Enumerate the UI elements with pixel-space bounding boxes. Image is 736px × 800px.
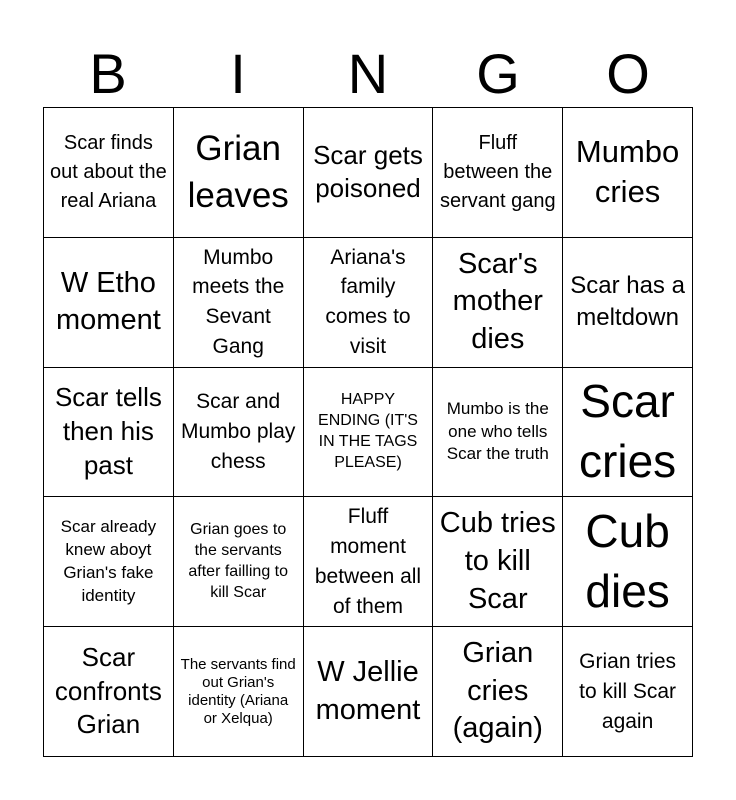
cell-text: Cub dies bbox=[585, 504, 670, 617]
header-letter-i: I bbox=[230, 42, 246, 105]
cell-text: Scar tells then his past bbox=[54, 382, 162, 480]
bingo-cell[interactable] bbox=[304, 368, 434, 498]
cell-text: W Jellie moment bbox=[315, 655, 421, 726]
cell-text: Scar and Mumbo play chess bbox=[181, 390, 296, 473]
header-letter-g: G bbox=[476, 42, 520, 105]
cell-text: Ariana's family comes to visit bbox=[325, 245, 411, 358]
bingo-cell[interactable] bbox=[563, 368, 693, 498]
cell-text: Grian goes to the servants after failling to kill Scar bbox=[188, 521, 288, 601]
bingo-cell[interactable] bbox=[563, 108, 693, 238]
bingo-cell[interactable] bbox=[44, 238, 174, 368]
bingo-cell[interactable] bbox=[304, 238, 434, 368]
bingo-board bbox=[43, 107, 693, 757]
bingo-cell[interactable] bbox=[304, 627, 434, 757]
cell-text: Scar finds out about the real Ariana bbox=[50, 131, 167, 212]
cell-text: Grian cries (again) bbox=[452, 637, 543, 745]
bingo-cell[interactable] bbox=[174, 627, 304, 757]
cell-text: W Etho moment bbox=[56, 266, 161, 337]
bingo-cell[interactable] bbox=[44, 627, 174, 757]
bingo-cell[interactable] bbox=[433, 497, 563, 627]
bingo-cell[interactable] bbox=[44, 368, 174, 498]
cell-text: Scar cries bbox=[579, 375, 677, 487]
bingo-cell[interactable] bbox=[174, 497, 304, 627]
bingo-cell[interactable] bbox=[174, 108, 304, 238]
cell-text: Scar already knew aboyt Grian's fake identity bbox=[60, 516, 157, 605]
cell-text: Grian leaves bbox=[187, 129, 289, 216]
header-letter-b: B bbox=[89, 42, 127, 105]
cell-text: Grian tries to kill Scar again bbox=[579, 649, 677, 733]
bingo-cell[interactable] bbox=[433, 627, 563, 757]
bingo-cell[interactable] bbox=[563, 627, 693, 757]
cell-text: Fluff moment between all of them bbox=[314, 505, 422, 618]
cell-text: Cub tries to kill Scar bbox=[439, 507, 556, 615]
cell-text: Scar's mother dies bbox=[452, 247, 543, 356]
bingo-cell[interactable] bbox=[44, 497, 174, 627]
bingo-cell[interactable] bbox=[433, 238, 563, 368]
cell-text: Scar confronts Grian bbox=[54, 641, 162, 740]
bingo-cell[interactable] bbox=[304, 497, 434, 627]
cell-text: Fluff between the servant gang bbox=[439, 131, 556, 212]
cell-text: Mumbo cries bbox=[575, 134, 680, 210]
cell-text: HAPPY ENDING (IT'S IN THE TAGS PLEASE) bbox=[318, 391, 418, 471]
cell-text: Scar has a meltdown bbox=[570, 271, 685, 332]
cell-text: Scar gets poisoned bbox=[313, 139, 423, 204]
bingo-cell[interactable] bbox=[304, 108, 434, 238]
bingo-cell[interactable] bbox=[174, 238, 304, 368]
header-letter-o: O bbox=[606, 42, 650, 105]
bingo-cell[interactable] bbox=[563, 238, 693, 368]
bingo-cell[interactable] bbox=[433, 368, 563, 498]
bingo-header bbox=[43, 40, 693, 108]
cell-text: The servants find out Grian's identity (Ariana or Xelqua) bbox=[180, 655, 296, 727]
header-letter-n: N bbox=[347, 42, 389, 105]
bingo-cell[interactable] bbox=[433, 108, 563, 238]
cell-text: Mumbo is the one who tells Scar the truth bbox=[446, 398, 549, 464]
bingo-cell[interactable] bbox=[174, 368, 304, 498]
cell-text: Mumbo meets the Sevant Gang bbox=[192, 245, 285, 358]
bingo-cell[interactable] bbox=[563, 497, 693, 627]
bingo-cell[interactable] bbox=[44, 108, 174, 238]
